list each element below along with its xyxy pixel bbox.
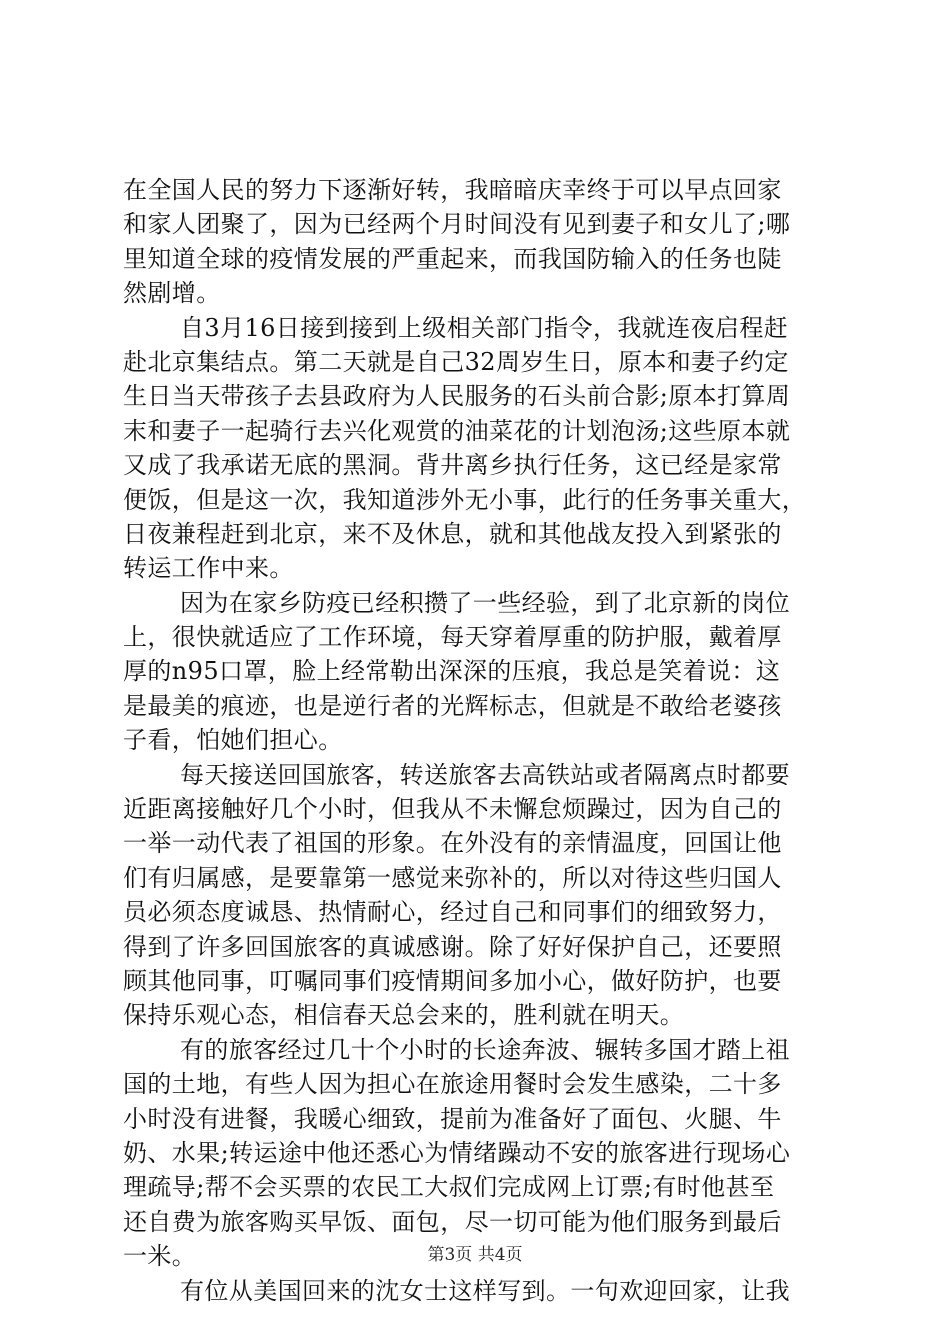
- text-line: 一米。: [123, 1242, 197, 1271]
- text-line: 厚的n95口罩，脸上经常勒出深深的压痕，我总是笑着说：这: [123, 657, 781, 686]
- text-line: 生日当天带孩子去县政府为人民服务的石头前合影;原本打算周: [123, 382, 791, 411]
- text-line: 里知道全球的疫情发展的严重起来，而我国防输入的任务也陡: [123, 244, 782, 273]
- text-line: 和家人团聚了，因为已经两个月时间没有见到妻子和女儿了;哪: [123, 210, 791, 239]
- text-line: 赴北京集结点。第二天就是自己32周岁生日，原本和妻子约定: [123, 347, 789, 376]
- page-footer: 第3页 共4页: [427, 1245, 523, 1265]
- text-line: 还自费为旅客购买早饭、面包，尽一切可能为他们服务到最后: [123, 1207, 782, 1236]
- text-line: 因为在家乡防疫已经积攒了一些经验，到了北京新的岗位: [180, 588, 790, 617]
- text-line: 员必须态度诚恳、热情耐心，经过自己和同事们的细致努力，: [123, 898, 782, 927]
- text-line: 便饭，但是这一次，我知道涉外无小事，此行的任务事关重大，: [123, 485, 807, 514]
- text-line: 一举一动代表了祖国的形象。在外没有的亲情温度，回国让他: [123, 829, 782, 858]
- text-line: 末和妻子一起骑行去兴化观赏的油菜花的计划泡汤;这些原本就: [123, 416, 791, 445]
- text-line: 顾其他同事，叮嘱同事们疫情期间多加小心，做好防护，也要: [123, 966, 782, 995]
- text-line: 自3月16日接到接到上级相关部门指令，我就连夜启程赶: [180, 313, 789, 342]
- text-line: 是最美的痕迹，也是逆行者的光辉标志，但就是不敢给老婆孩: [123, 691, 782, 720]
- text-line: 国的土地，有些人因为担心在旅途用餐时会发生感染，二十多: [123, 1070, 782, 1099]
- body-text: [123, 173, 835, 1308]
- text-line: 得到了许多回国旅客的真诚感谢。除了好好保护自己，还要照: [123, 932, 782, 961]
- text-line: 奶、水果;转运途中他还悉心为情绪躁动不安的旅客进行现场心: [123, 1138, 791, 1167]
- text-line: 在全国人民的努力下逐渐好转，我暗暗庆幸终于可以早点回家: [123, 176, 782, 204]
- text-line: 转运工作中来。: [123, 554, 294, 583]
- text-line: 每天接送回国旅客，转送旅客去高铁站或者隔离点时都要: [180, 760, 790, 789]
- text-line: 日夜兼程赶到北京，来不及休息，就和其他战友投入到紧张的: [123, 519, 782, 548]
- text-line: 然剧增。: [123, 279, 221, 308]
- text-line: 理疏导;帮不会买票的农民工大叔们完成网上订票;有时他甚至: [123, 1173, 775, 1202]
- text-line: 上，很快就适应了工作环境，每天穿着厚重的防护服，戴着厚: [123, 623, 782, 652]
- text-line: 又成了我承诺无底的黑洞。背井离乡执行任务，这已经是家常: [123, 451, 782, 480]
- text-line: 有的旅客经过几十个小时的长途奔波、辗转多国才踏上祖: [180, 1035, 790, 1064]
- text-line: 有位从美国回来的沈女士这样写到。一句欢迎回家，让我: [180, 1276, 790, 1305]
- text-line: 子看，怕她们担心。: [123, 726, 343, 755]
- text-line: 近距离接触好几个小时，但我从不未懈怠烦躁过，因为自己的: [123, 795, 782, 824]
- text-line: 保持乐观心态，相信春天总会来的，胜利就在明天。: [123, 1001, 685, 1030]
- text-line: 们有归属感，是要靠第一感觉来弥补的，所以对待这些归国人: [123, 863, 782, 892]
- text-line: 小时没有进餐，我暖心细致，提前为准备好了面包、火腿、牛: [123, 1104, 782, 1133]
